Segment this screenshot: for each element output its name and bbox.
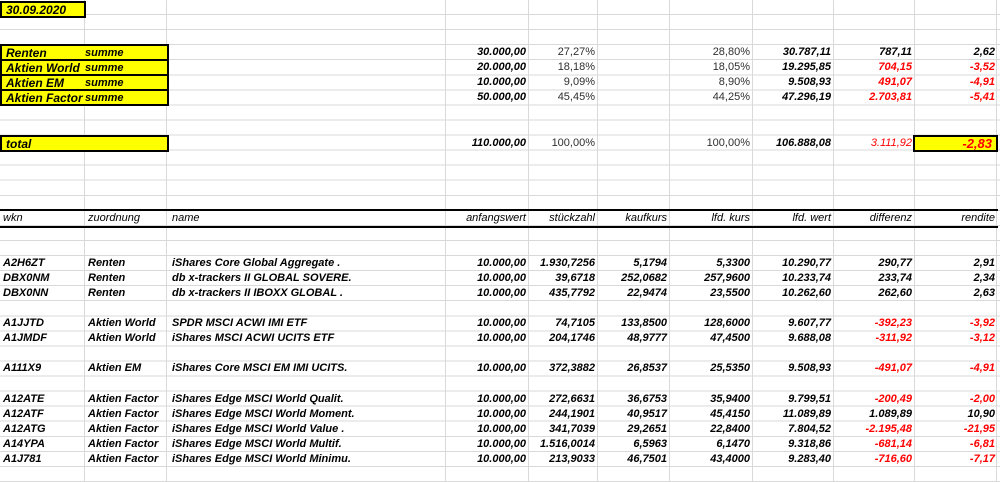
total-label-cell[interactable] <box>0 135 169 152</box>
cell-soll-prozent[interactable]: 27,27% <box>557 46 595 58</box>
cell-rendite[interactable]: -4,91 <box>969 76 995 88</box>
cell-ist-prozent[interactable]: 18,05% <box>712 61 750 73</box>
summary-sum-label: summe <box>85 46 124 59</box>
cell-kaufkurs[interactable]: 36,6753 <box>627 393 667 405</box>
cell-stueckzahl[interactable]: 244,1901 <box>549 408 595 420</box>
cell-ist-prozent[interactable]: 100,00% <box>706 137 750 149</box>
cell-lfd-wert[interactable]: 30.787,11 <box>782 46 831 58</box>
summary-label: Aktien Factor <box>6 90 83 105</box>
cell-name[interactable]: iShares Edge MSCI World Value . <box>172 423 345 435</box>
cell-lfd-kurs[interactable]: 22,8400 <box>710 423 750 435</box>
cell-soll-prozent[interactable]: 18,18% <box>557 61 595 73</box>
cell-rendite[interactable]: 10,90 <box>967 408 995 420</box>
date-cell[interactable]: 30.09.2020 <box>0 1 86 18</box>
cell-lfd-kurs[interactable]: 35,9400 <box>710 393 750 405</box>
cell-rendite[interactable]: -7,17 <box>969 453 995 465</box>
summary-label: Renten <box>6 45 47 60</box>
cell-anfangswert[interactable]: 10.000,00 <box>477 438 526 450</box>
cell-soll-prozent[interactable]: 45,45% <box>557 91 595 103</box>
summary-sum-label: summe <box>85 91 124 104</box>
cell-wkn[interactable]: A111X9 <box>3 362 42 374</box>
cell-zuordnung[interactable]: Aktien World <box>88 332 156 344</box>
cell-lfd-wert[interactable]: 19.295,85 <box>782 61 831 73</box>
cell-name[interactable]: iShares Edge MSCI World Moment. <box>172 408 355 420</box>
cell-stueckzahl[interactable]: 435,7792 <box>549 287 595 299</box>
summary-label: Aktien EM <box>6 75 65 90</box>
cell-differenz[interactable]: -716,60 <box>874 453 912 465</box>
table-row <box>0 286 998 301</box>
cell-lfd-kurs[interactable]: 45,4150 <box>710 408 750 420</box>
cell-anfangswert[interactable]: 10.000,00 <box>477 408 526 420</box>
cell-stueckzahl[interactable]: 341,7039 <box>549 423 595 435</box>
cell-lfd-kurs[interactable]: 128,6000 <box>704 317 750 329</box>
cell-lfd-kurs[interactable]: 43,4000 <box>710 453 750 465</box>
cell-rendite[interactable]: -3,92 <box>969 317 995 329</box>
cell-differenz[interactable]: 1.089,89 <box>869 408 912 420</box>
cell-differenz[interactable]: -311,92 <box>875 332 912 344</box>
cell-kaufkurs[interactable]: 48,9777 <box>627 332 667 344</box>
cell-lfd-kurs[interactable]: 25,5350 <box>710 362 750 374</box>
cell-stueckzahl[interactable]: 372,3882 <box>549 362 595 374</box>
cell-lfd-wert[interactable]: 10.290,77 <box>782 257 831 269</box>
cell-zuordnung[interactable]: Aktien World <box>88 317 156 329</box>
header-wkn[interactable]: wkn <box>3 212 23 224</box>
summary-label: Aktien World <box>6 60 80 75</box>
cell-lfd-wert[interactable]: 9.688,08 <box>788 332 831 344</box>
cell-kaufkurs[interactable]: 29,2651 <box>627 423 667 435</box>
table-row <box>0 452 998 467</box>
cell-lfd-wert[interactable]: 10.233,74 <box>782 272 831 284</box>
total-rendite-cell[interactable]: -2,83 <box>913 135 998 152</box>
cell-zuordnung[interactable]: Renten <box>88 257 126 269</box>
cell-stueckzahl[interactable]: 213,9033 <box>549 453 595 465</box>
cell-differenz[interactable]: -392,23 <box>874 317 912 329</box>
cell-lfd-wert[interactable]: 10.262,60 <box>782 287 831 299</box>
cell-wkn[interactable]: A1J781 <box>3 453 42 465</box>
cell-differenz[interactable]: 290,77 <box>878 257 912 269</box>
cell-name[interactable]: iShares Core Global Aggregate . <box>172 257 341 269</box>
cell-rendite[interactable]: -6,81 <box>969 438 995 450</box>
cell-stueckzahl[interactable]: 39,6718 <box>555 272 595 284</box>
cell-rendite[interactable]: -21,95 <box>963 423 995 435</box>
cell-rendite[interactable]: -5,41 <box>969 91 995 103</box>
header-rendite[interactable]: rendite <box>961 212 995 224</box>
cell-kaufkurs[interactable]: 133,8500 <box>621 317 667 329</box>
cell-wkn[interactable]: DBX0NM <box>3 272 50 284</box>
cell-zuordnung[interactable]: Renten <box>88 272 126 284</box>
cell-ist-prozent[interactable]: 28,80% <box>712 46 750 58</box>
cell-zuordnung[interactable]: Aktien EM <box>88 362 142 374</box>
cell-differenz[interactable]: 3.111,92 <box>870 137 912 149</box>
header-kaufkurs[interactable]: kaufkurs <box>625 212 667 224</box>
table-row <box>0 331 998 346</box>
cell-lfd-wert[interactable]: 9.508,93 <box>788 362 831 374</box>
cell-rendite[interactable]: 2,63 <box>973 287 995 299</box>
table-row <box>0 256 998 271</box>
cell-wkn[interactable]: A12ATE <box>3 393 45 405</box>
cell-anfangswert[interactable]: 10.000,00 <box>477 453 526 465</box>
cell-anfangswert[interactable]: 10.000,00 <box>477 272 526 284</box>
cell-lfd-wert[interactable]: 11.089,89 <box>782 408 831 420</box>
cell-wkn[interactable]: A1JMDF <box>3 332 48 344</box>
header-lfd-wert[interactable]: lfd. wert <box>792 212 831 224</box>
cell-lfd-wert[interactable]: 9.318,86 <box>788 438 831 450</box>
cell-anfangswert[interactable]: 50.000,00 <box>477 91 526 103</box>
cell-anfangswert[interactable]: 10.000,00 <box>477 332 526 344</box>
cell-anfangswert[interactable]: 10.000,00 <box>477 423 526 435</box>
cell-rendite[interactable]: 2,62 <box>973 46 995 58</box>
cell-rendite[interactable]: 2,91 <box>973 257 995 269</box>
table-row <box>0 407 998 422</box>
cell-lfd-wert[interactable]: 9.508,93 <box>788 76 831 88</box>
cell-kaufkurs[interactable]: 6,5963 <box>633 438 667 450</box>
cell-rendite[interactable]: 2,34 <box>973 272 995 284</box>
cell-kaufkurs[interactable]: 26,8537 <box>627 362 667 374</box>
cell-differenz[interactable]: -2.195,48 <box>865 423 912 435</box>
header-stueckzahl[interactable]: stückzahl <box>549 212 595 224</box>
cell-wkn[interactable]: A1JJTD <box>3 317 44 329</box>
cell-differenz[interactable]: 233,74 <box>878 272 912 284</box>
cell-lfd-kurs[interactable]: 6,1470 <box>716 438 750 450</box>
cell-wkn[interactable]: DBX0NN <box>3 287 49 299</box>
summary-sum-label: summe <box>85 61 124 74</box>
cell-name[interactable]: iShares Edge MSCI World Multif. <box>172 438 342 450</box>
cell-name[interactable]: db x-trackers II IBOXX GLOBAL . <box>172 287 343 299</box>
cell-lfd-wert[interactable]: 106.888,08 <box>775 137 831 149</box>
cell-lfd-kurs[interactable]: 47,4500 <box>710 332 750 344</box>
cell-rendite[interactable]: -3,12 <box>969 332 995 344</box>
cell-differenz[interactable]: 704,15 <box>878 61 912 73</box>
cell-anfangswert[interactable]: 10.000,00 <box>477 317 526 329</box>
cell-wkn[interactable]: A12ATF <box>3 408 44 420</box>
cell-zuordnung[interactable]: Aktien Factor <box>88 438 159 450</box>
cell-differenz[interactable]: -200,49 <box>874 393 912 405</box>
cell-rendite[interactable]: -3,52 <box>969 61 995 73</box>
cell-lfd-kurs[interactable]: 257,9600 <box>704 272 750 284</box>
cell-differenz[interactable]: 787,11 <box>879 46 912 58</box>
cell-lfd-wert[interactable]: 47.296,19 <box>782 91 831 103</box>
cell-kaufkurs[interactable]: 46,7501 <box>627 453 667 465</box>
cell-stueckzahl[interactable]: 204,1746 <box>549 332 595 344</box>
header-zuordnung[interactable]: zuordnung <box>88 212 140 224</box>
cell-differenz[interactable]: 491,07 <box>878 76 912 88</box>
table-header-row <box>0 209 998 228</box>
cell-soll-prozent[interactable]: 9,09% <box>563 76 595 88</box>
cell-name[interactable]: iShares Edge MSCI World Minimu. <box>172 453 351 465</box>
cell-differenz[interactable]: -681,14 <box>874 438 912 450</box>
summary-row-aktien-factor <box>0 90 998 105</box>
cell-soll-prozent[interactable]: 100,00% <box>551 137 595 149</box>
cell-kaufkurs[interactable]: 40,9517 <box>627 408 667 420</box>
cell-kaufkurs[interactable]: 22,9474 <box>627 287 667 299</box>
cell-zuordnung[interactable]: Renten <box>88 287 126 299</box>
cell-stueckzahl[interactable]: 1.930,7256 <box>539 257 595 269</box>
table-row <box>0 316 998 331</box>
cell-differenz[interactable]: -491,07 <box>874 362 912 374</box>
cell-lfd-kurs[interactable]: 5,3300 <box>716 257 750 269</box>
cell-anfangswert[interactable]: 110.000,00 <box>471 137 526 149</box>
cell-kaufkurs[interactable]: 252,0682 <box>621 272 667 284</box>
cell-anfangswert[interactable]: 10.000,00 <box>477 362 526 374</box>
cell-anfangswert[interactable]: 10.000,00 <box>477 257 526 269</box>
cell-ist-prozent[interactable]: 8,90% <box>718 76 750 88</box>
cell-zuordnung[interactable]: Aktien Factor <box>88 423 159 435</box>
cell-stueckzahl[interactable]: 272,6631 <box>549 393 595 405</box>
total-label: total <box>6 136 32 151</box>
header-lfd-kurs[interactable]: lfd. kurs <box>711 212 750 224</box>
cell-stueckzahl[interactable]: 74,7105 <box>555 317 595 329</box>
cell-lfd-kurs[interactable]: 23,5500 <box>710 287 750 299</box>
cell-anfangswert[interactable]: 10.000,00 <box>477 393 526 405</box>
total-row <box>0 136 998 151</box>
cell-zuordnung[interactable]: Aktien Factor <box>88 453 159 465</box>
cell-rendite[interactable]: -2,00 <box>969 393 995 405</box>
table-row <box>0 271 998 286</box>
table-row <box>0 392 998 407</box>
cell-anfangswert[interactable]: 10.000,00 <box>477 287 526 299</box>
cell-differenz[interactable]: 262,60 <box>878 287 912 299</box>
cell-lfd-wert[interactable]: 7.804,52 <box>788 423 831 435</box>
table-row <box>0 422 998 437</box>
cell-lfd-wert[interactable]: 9.799,51 <box>788 393 831 405</box>
cell-anfangswert[interactable]: 10.000,00 <box>477 76 526 88</box>
cell-name[interactable]: SPDR MSCI ACWI IMI ETF <box>172 317 308 329</box>
cell-anfangswert[interactable]: 20.000,00 <box>477 61 526 73</box>
cell-name[interactable]: iShares MSCI ACWI UCITS ETF <box>172 332 335 344</box>
cell-zuordnung[interactable]: Aktien Factor <box>88 393 159 405</box>
cell-lfd-wert[interactable]: 9.283,40 <box>788 453 831 465</box>
header-name[interactable]: name <box>172 212 200 224</box>
cell-anfangswert[interactable]: 30.000,00 <box>477 46 526 58</box>
header-differenz[interactable]: differenz <box>869 212 912 224</box>
cell-zuordnung[interactable]: Aktien Factor <box>88 408 159 420</box>
cell-ist-prozent[interactable]: 44,25% <box>712 91 750 103</box>
summary-row-aktien-em <box>0 75 998 90</box>
summary-row-renten <box>0 45 998 60</box>
summary-row-aktien-world <box>0 60 998 75</box>
table-row <box>0 361 998 376</box>
cell-wkn[interactable]: A2H6ZT <box>3 257 45 269</box>
cell-rendite[interactable]: -4,91 <box>969 362 995 374</box>
cell-wkn[interactable]: A12ATG <box>3 423 46 435</box>
cell-differenz[interactable]: 2.703,81 <box>869 91 912 103</box>
table-row <box>0 437 998 452</box>
cell-name[interactable]: iShares Core MSCI EM IMI UCITS. <box>172 362 348 374</box>
header-anfangswert[interactable]: anfangswert <box>466 212 526 224</box>
cell-kaufkurs[interactable]: 5,1794 <box>633 257 667 269</box>
summary-label-cell-aktien-factor[interactable] <box>0 89 169 106</box>
cell-name[interactable]: iShares Edge MSCI World Qualit. <box>172 393 344 405</box>
cell-stueckzahl[interactable]: 1.516,0014 <box>539 438 595 450</box>
cell-lfd-wert[interactable]: 9.607,77 <box>788 317 831 329</box>
summary-sum-label: summe <box>85 76 124 89</box>
cell-name[interactable]: db x-trackers II GLOBAL SOVERE. <box>172 272 352 284</box>
cell-wkn[interactable]: A14YPA <box>3 438 45 450</box>
